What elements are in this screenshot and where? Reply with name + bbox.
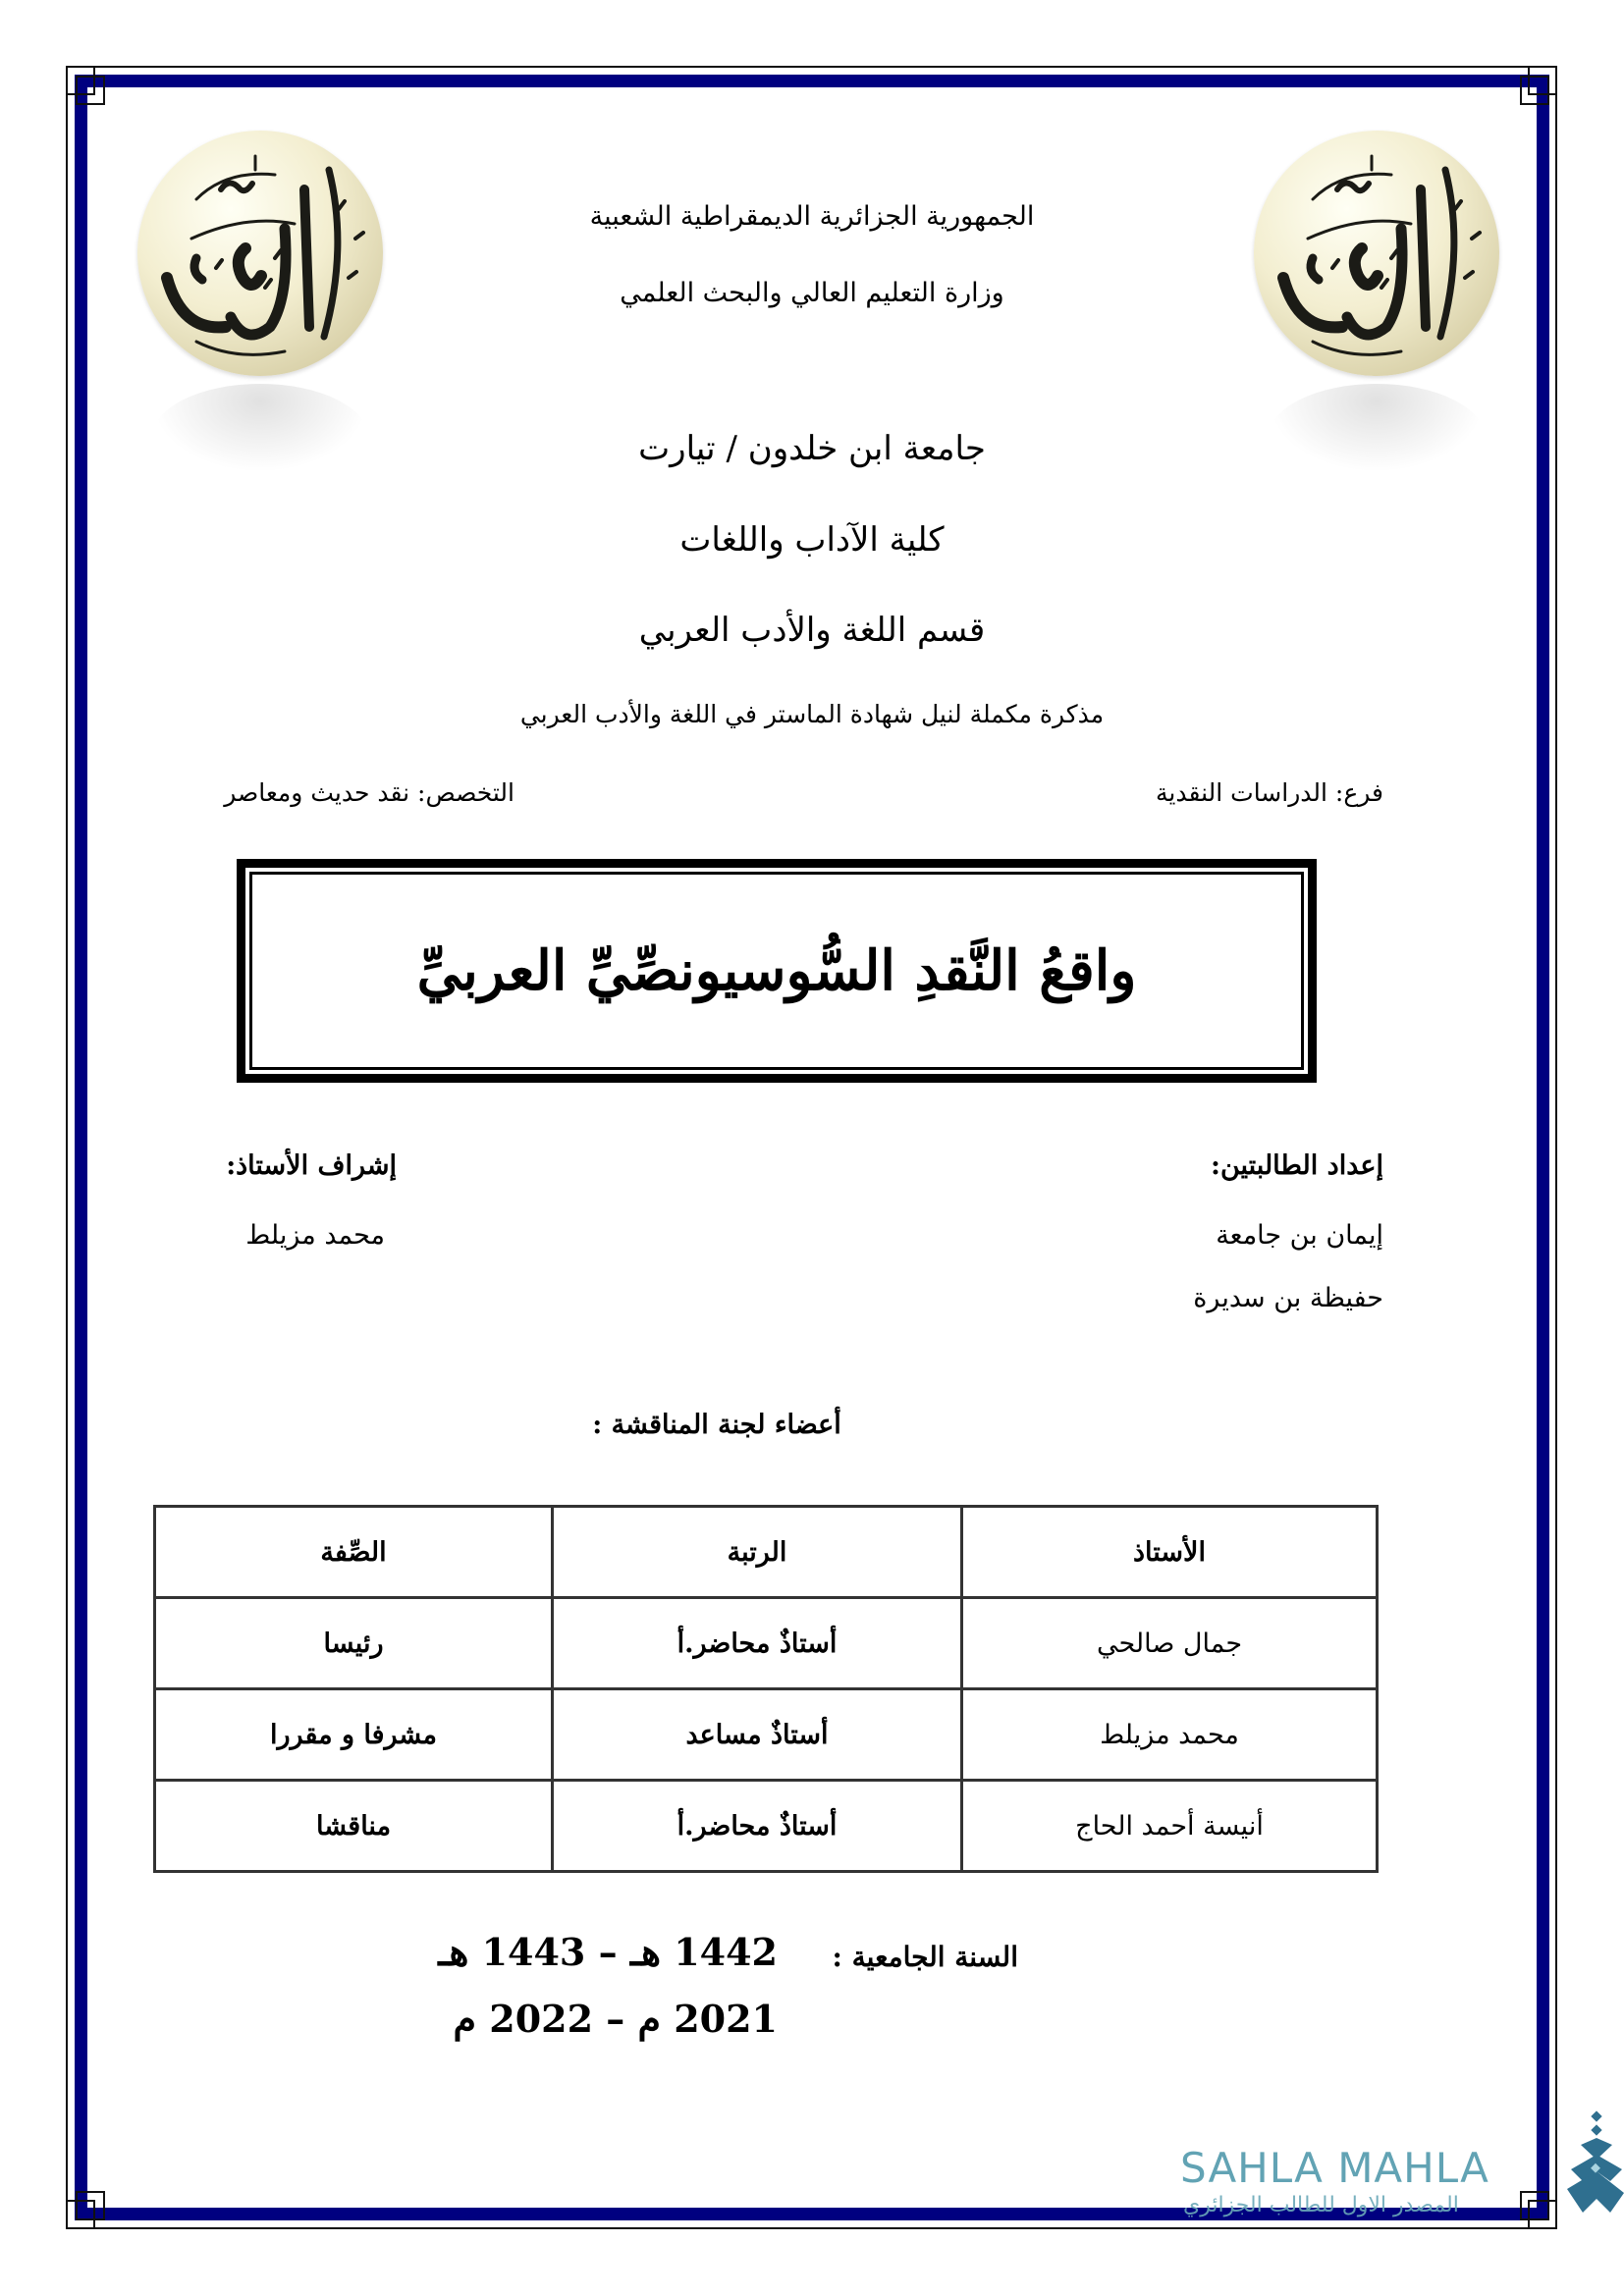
academic-year-hijri: 1442 هـ – 1443 هـ (438, 1930, 778, 1974)
border-corner-ornament (76, 76, 105, 105)
table-row (155, 1598, 1378, 1689)
cell-rank: أستاذٌ محاضر.أ (553, 1598, 962, 1689)
table-row (155, 1689, 1378, 1781)
cell-role: مشرفا و مقررا (155, 1689, 553, 1781)
university-name: جامعة ابن خلدون / تيارت (638, 429, 986, 468)
republic-heading: الجمهورية الجزائرية الديمقراطية الشعبية (589, 201, 1035, 232)
committee-table (153, 1505, 1379, 1873)
specialty-label: التخصص: نقد حديث ومعاصر (224, 778, 514, 807)
table-header-row (155, 1507, 1378, 1598)
university-logo-left (137, 131, 383, 376)
student-name: إيمان بن جامعة (1216, 1220, 1383, 1251)
department-name: قسم اللغة والأدب العربي (638, 611, 986, 650)
supervisor-name: محمد مزيلط (245, 1220, 385, 1251)
border-corner-ornament (76, 2191, 105, 2220)
students-label: إعداد الطالبتين: (1210, 1150, 1383, 1181)
committee-heading: أعضاء لجنة المناقشة : (592, 1410, 841, 1440)
cell-role: مناقشا (155, 1781, 553, 1872)
column-header-professor: الأستاذ (962, 1507, 1378, 1598)
academic-year-label: السنة الجامعية : (832, 1941, 1018, 1973)
column-header-role: الصِّفة (155, 1507, 553, 1598)
watermark-logo-icon (1561, 2110, 1624, 2218)
branch-label: فرع: الدراسات النقدية (1155, 778, 1383, 807)
column-header-rank: الرتبة (553, 1507, 962, 1598)
border-corner-ornament (1520, 2191, 1549, 2220)
thesis-title: واقعُ النَّقدِ السُّوسيونصِّيِّ العربيِّ (416, 938, 1137, 1003)
calligraphy-icon (1254, 131, 1499, 376)
cell-rank: أستاذٌ مساعد (553, 1689, 962, 1781)
cell-role: رئيسا (155, 1598, 553, 1689)
supervisor-label: إشراف الأستاذ: (226, 1150, 397, 1181)
student-name: حفيظة بن سديرة (1193, 1283, 1383, 1313)
cell-rank: أستاذٌ محاضر.أ (553, 1781, 962, 1872)
university-logo-right (1254, 131, 1499, 376)
calligraphy-icon (137, 131, 383, 376)
cell-name: أنيسة أحمد الحاج (962, 1781, 1378, 1872)
faculty-name: كلية الآداب واللغات (679, 520, 945, 560)
thesis-title-frame (237, 859, 1317, 1083)
logo-sphere (137, 131, 383, 376)
cell-name: محمد مزيلط (962, 1689, 1378, 1781)
ministry-heading: وزارة التعليم العالي والبحث العلمي (620, 278, 1004, 308)
thesis-note: مذكرة مكملة لنيل شهادة الماستر في اللغة والأدب العربي (519, 700, 1105, 728)
watermark-brand: SAHLA MAHLA (1180, 2144, 1489, 2192)
cell-name: جمال صالحي (962, 1598, 1378, 1689)
academic-year-gregorian: 2021 م – 2022 م (453, 1997, 778, 2041)
table-row (155, 1781, 1378, 1872)
watermark-tagline: المصدر الاول للطالب الجزائري (1183, 2193, 1459, 2217)
logo-sphere (1254, 131, 1499, 376)
border-corner-ornament (1520, 76, 1549, 105)
thesis-title-inner-frame (249, 872, 1304, 1070)
